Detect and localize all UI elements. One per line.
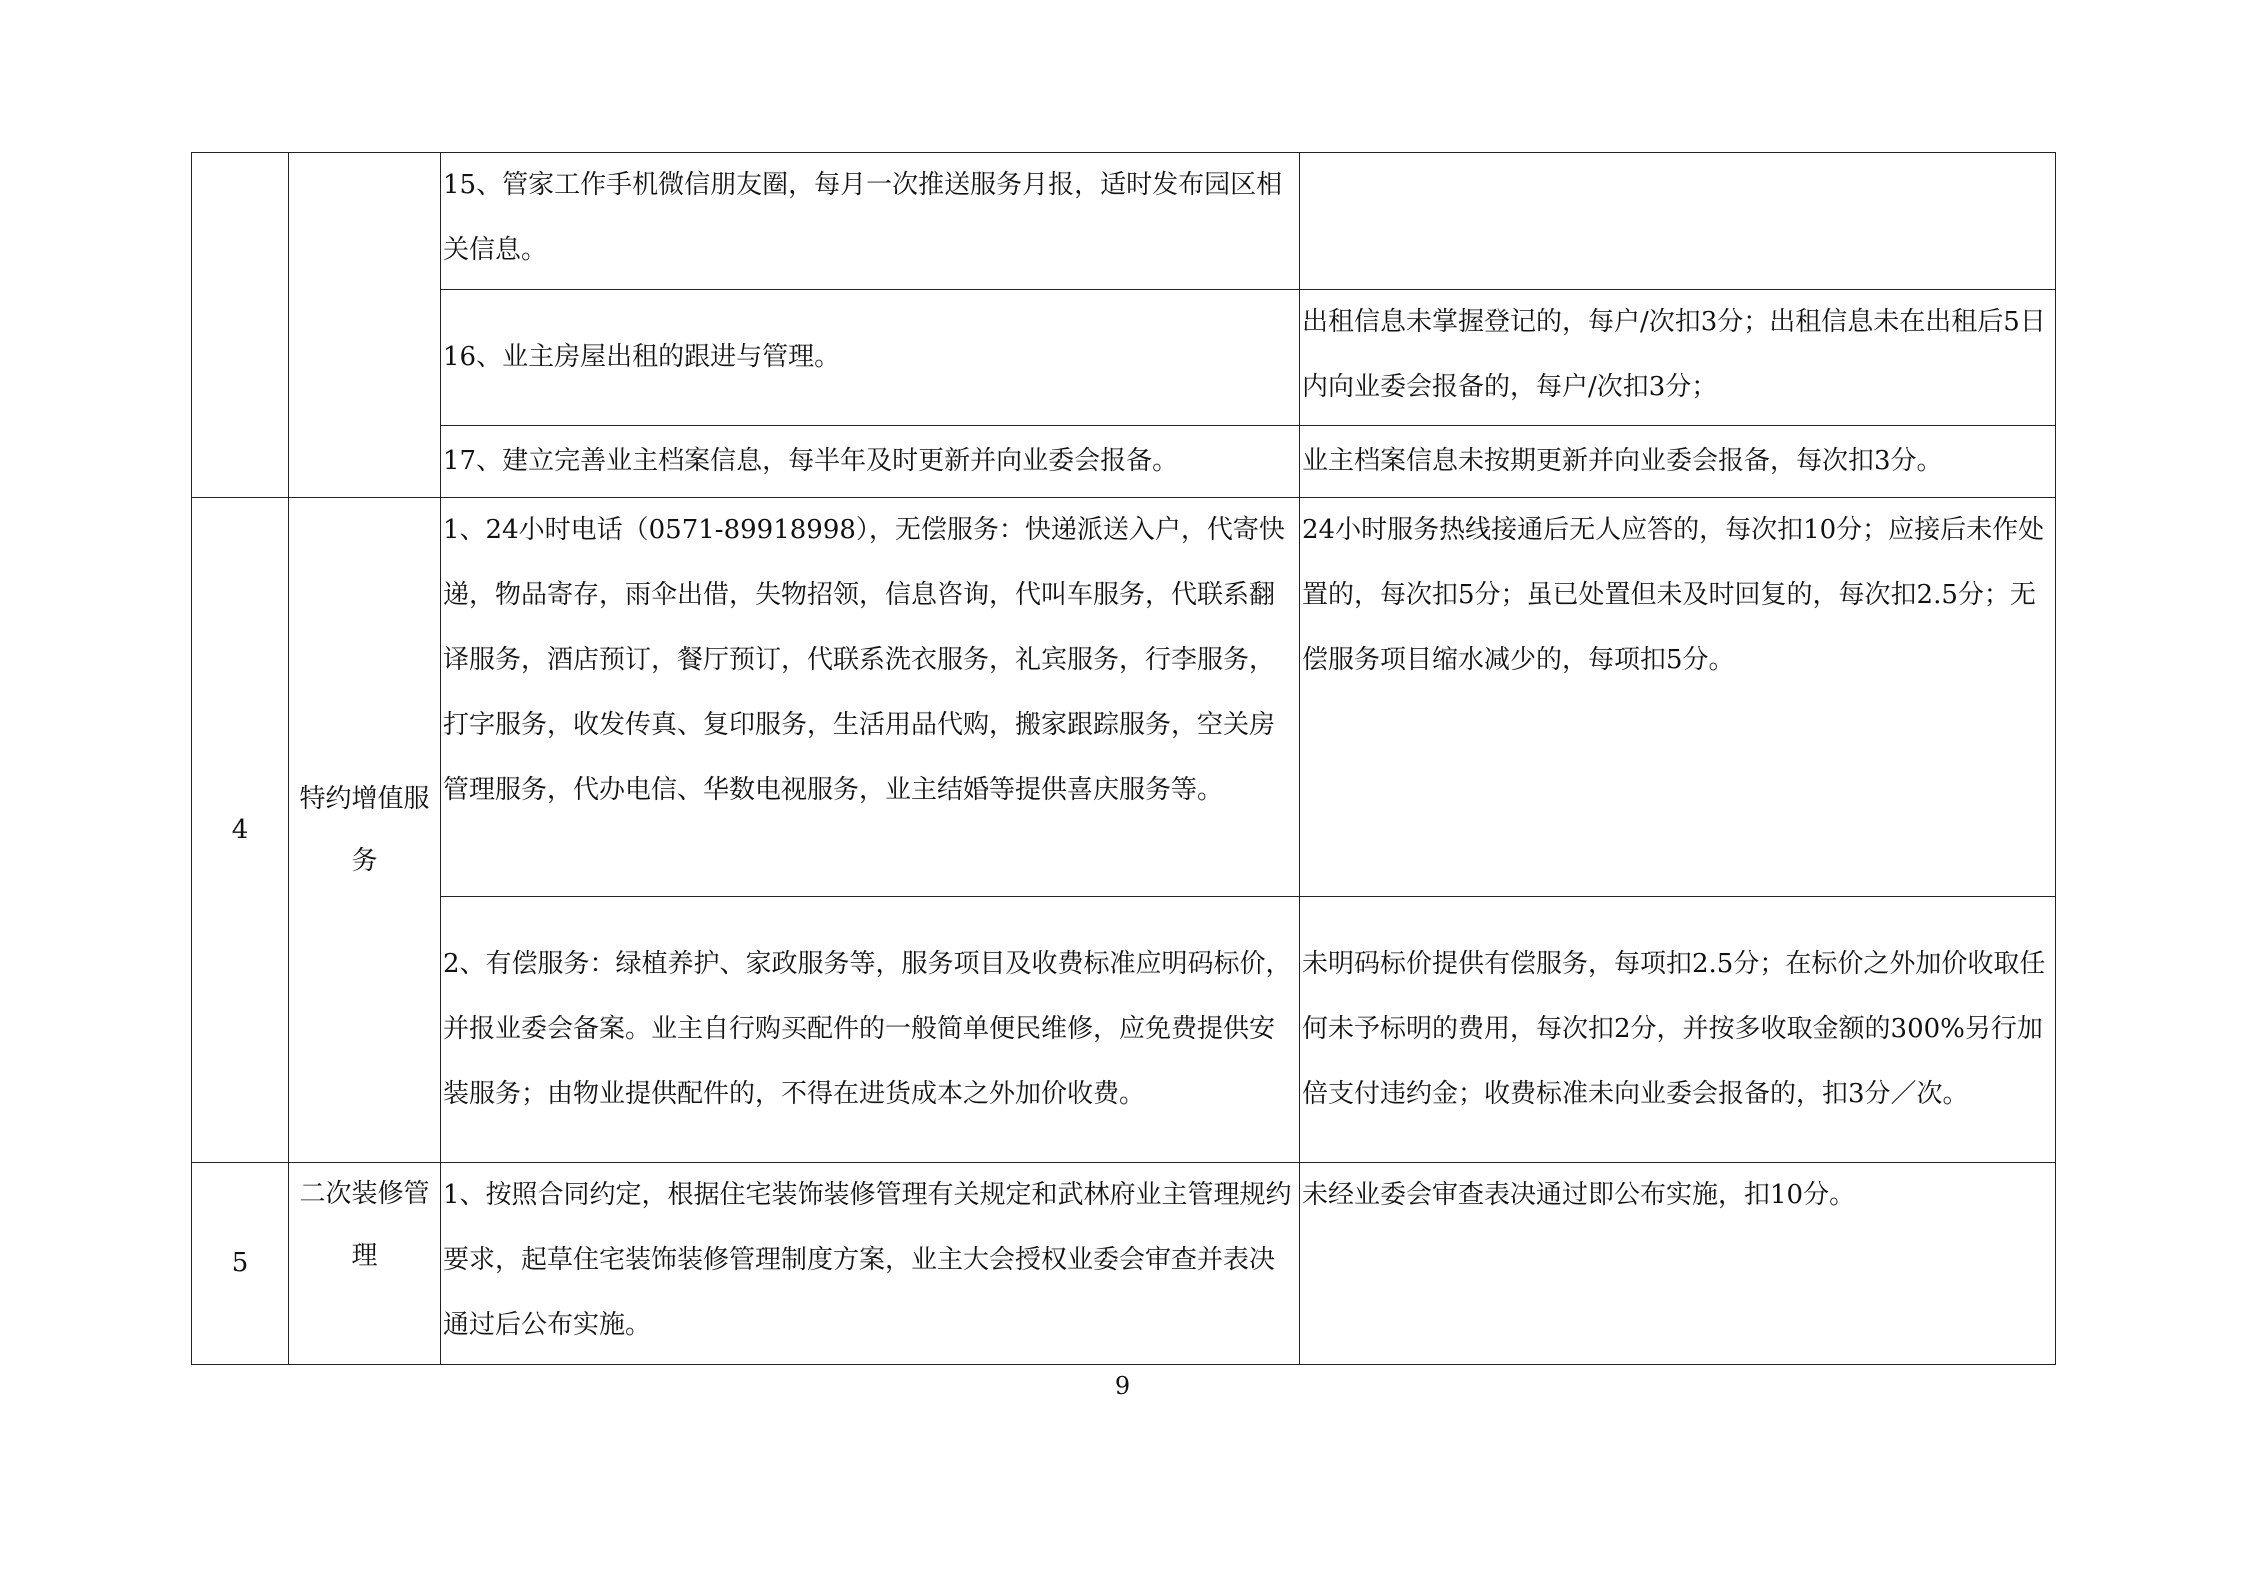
category-cell: 二次装修管理 — [289, 1163, 441, 1365]
standard-cell: 未明码标价提供有偿服务，每项扣2.5分；在标价之外加价收取任何未予标明的费用，每次扣2分，并按多收取金额的300%另行加倍支付违约金；收费标准未向业委会报备的，扣3分／次。 — [1300, 897, 2056, 1163]
table-row — [192, 153, 2056, 290]
standards-table — [191, 152, 2056, 1365]
standard-cell: 出租信息未掌握登记的，每户/次扣3分；出租信息未在出租后5日内向业委会报备的，每户/次扣3分； — [1300, 290, 2056, 426]
standard-cell: 24小时服务热线接通后无人应答的，每次扣10分；应接后未作处置的，每次扣5分；虽已处置但未及时回复的，每次扣2.5分；无偿服务项目缩水减少的，每项扣5分。 — [1300, 498, 2056, 897]
content-cell: 17、建立完善业主档案信息，每半年及时更新并向业委会报备。 — [441, 426, 1300, 498]
table-row — [192, 290, 2056, 426]
content-cell: 15、管家工作手机微信朋友圈，每月一次推送服务月报，适时发布园区相关信息。 — [441, 153, 1300, 290]
standard-cell — [1300, 153, 2056, 290]
page-number: 9 — [1114, 1372, 1131, 1400]
table-row — [192, 1163, 2056, 1365]
content-cell: 16、业主房屋出租的跟进与管理。 — [441, 290, 1300, 426]
table-row — [192, 498, 2056, 897]
category-cell: 特约增值服务 — [289, 498, 441, 1163]
row-number-cell: 5 — [192, 1163, 289, 1365]
content-cell: 2、有偿服务：绿植养护、家政服务等，服务项目及收费标准应明码标价，并报业委会备案。业主自行购买配件的一般简单便民维修，应免费提供安装服务；由物业提供配件的，不得在进货成本之外加价收费。 — [441, 897, 1300, 1163]
content-cell: 1、24小时电话（0571-89918998），无偿服务：快递派送入户，代寄快递，物品寄存，雨伞出借，失物招领，信息咨询，代叫车服务，代联系翻译服务，酒店预订，餐厅预订，代联系洗衣服务，礼宾服务，行李服务，打字服务，收发传真、复印服务，生活用品代购，搬家跟踪服务，空关房管理服务，代办电信、华数电视服务，业主结婚等提供喜庆服务等。 — [441, 498, 1300, 897]
standard-cell: 业主档案信息未按期更新并向业委会报备，每次扣3分。 — [1300, 426, 2056, 498]
table-row — [192, 426, 2056, 498]
category-cell — [289, 153, 441, 498]
table-row — [192, 897, 2056, 1163]
content-cell: 1、按照合同约定，根据住宅装饰装修管理有关规定和武林府业主管理规约要求，起草住宅装饰装修管理制度方案，业主大会授权业委会审查并表决通过后公布实施。 — [441, 1163, 1300, 1365]
row-number-cell: 4 — [192, 498, 289, 1163]
standard-cell: 未经业委会审查表决通过即公布实施，扣10分。 — [1300, 1163, 2056, 1365]
row-number-cell — [192, 153, 289, 498]
